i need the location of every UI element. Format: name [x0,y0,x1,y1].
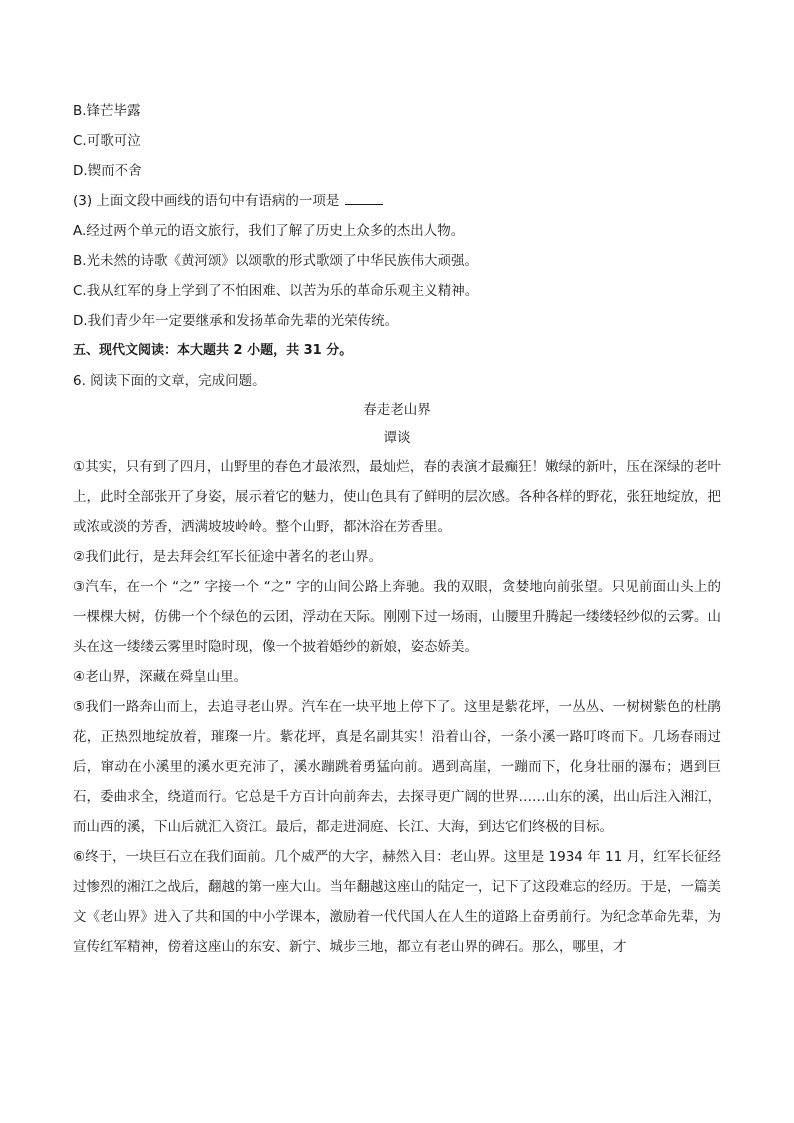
question-3-text: (3) 上面文段中画线的语句中有语病的一项是 [73,193,340,209]
answer-blank [345,190,383,205]
q3-option-d: D.我们青少年一定要继承和发扬革命先辈的光荣传统。 [73,313,399,329]
article-paragraph-5: ⑤我们一路奔山而上，去追寻老山界。汽车在一块平地上停下了。这里是紫花坪，一丛丛、一树树紫色的杜鹃花，正热烈地绽放着，璀璨一片。紫花坪，真是名副其实！沿着山谷，一条小溪一路叮咚而下。几场春雨过后，窜动在小溪里的溪水更充沛了，溪水蹦跳着勇猛向前。遇到高崖，一蹦而下，化身壮丽的瀑布；遇到巨石，委曲求全，绕道而行。它总是千方百计向前奔去，去探寻更广阔的世界……山东的溪，出山后注入湘江，而山西的溪，下山后就汇入资江。最后，都走进洞庭、长江、大海，到达它们终极的目标。 [73,699,721,835]
article-paragraph-1: ①其实，只有到了四月，山野里的春色才最浓烈，最灿烂，春的表演才最癫狂！嫩绿的新叶，压在深绿的老叶上，此时全部张开了身姿，展示着它的魅力，使山色具有了鲜明的层次感。各种各样的野花，张狂地绽放，把或浓或淡的芳香，洒满坡坡岭岭。整个山野，都沐浴在芳香里。 [73,459,721,535]
article-author: 谭谈 [383,430,411,446]
document-page [73,96,721,962]
q3-option-b: B.光未然的诗歌《黄河颂》以颂歌的形式歌颂了中华民族伟大顽强。 [73,253,479,269]
article-title: 春走老山界 [363,402,431,418]
article-paragraph-3: ③汽车，在一个 “之” 字接一个 “之” 字的山间公路上奔驰。我的双眼，贪婪地向前张望。只见前面山头上的一棵棵大树，仿佛一个个绿色的云团，浮动在天际。刚刚下过一场雨，山腰里升腾起一缕缕轻纱似的云雾。山头在这一缕缕云雾里时隐时现，像一个披着婚纱的新娘，姿态娇美。 [73,579,721,655]
question-6-prompt: 6. 阅读下面的文章，完成问题。 [73,373,266,389]
option-b-prev: B.锋芒毕露 [73,103,141,119]
option-c-prev: C.可歌可泣 [73,133,141,149]
question-3-stem [73,186,721,216]
article-paragraph-2: ②我们此行，是去拜会红军长征途中著名的老山界。 [73,549,383,565]
q3-option-c: C.我从红军的身上学到了不怕困难、以苦为乐的革命乐观主义精神。 [73,283,479,299]
article-paragraph-6: ⑥终于，一块巨石立在我们面前。几个威严的大字，赫然入目：老山界。这里是 1934 年 11 月，红军长征经过惨烈的湘江之战后，翻越的第一座大山。当年翻越这座山的陆定一，记下了这段难忘的经历。于是，一篇美文《老山界》进入了共和国的中小学课本，激励着一代代国人在人生的道路上奋勇前行。为纪念革命先辈，为宣传红军精神，傍着这座山的东安、新宁、城步三地，都立有老山界的碑石。那么，哪里，才 [73,849,721,955]
option-d-prev: D.锲而不舍 [73,163,142,179]
article-paragraph-4: ④老山界，深藏在舜皇山里。 [73,669,248,685]
q3-option-a: A.经过两个单元的语文旅行，我们了解了历史上众多的杰出人物。 [73,223,465,239]
section-5-heading: 五、现代文阅读：本大题共 2 小题，共 31 分。 [73,343,353,358]
